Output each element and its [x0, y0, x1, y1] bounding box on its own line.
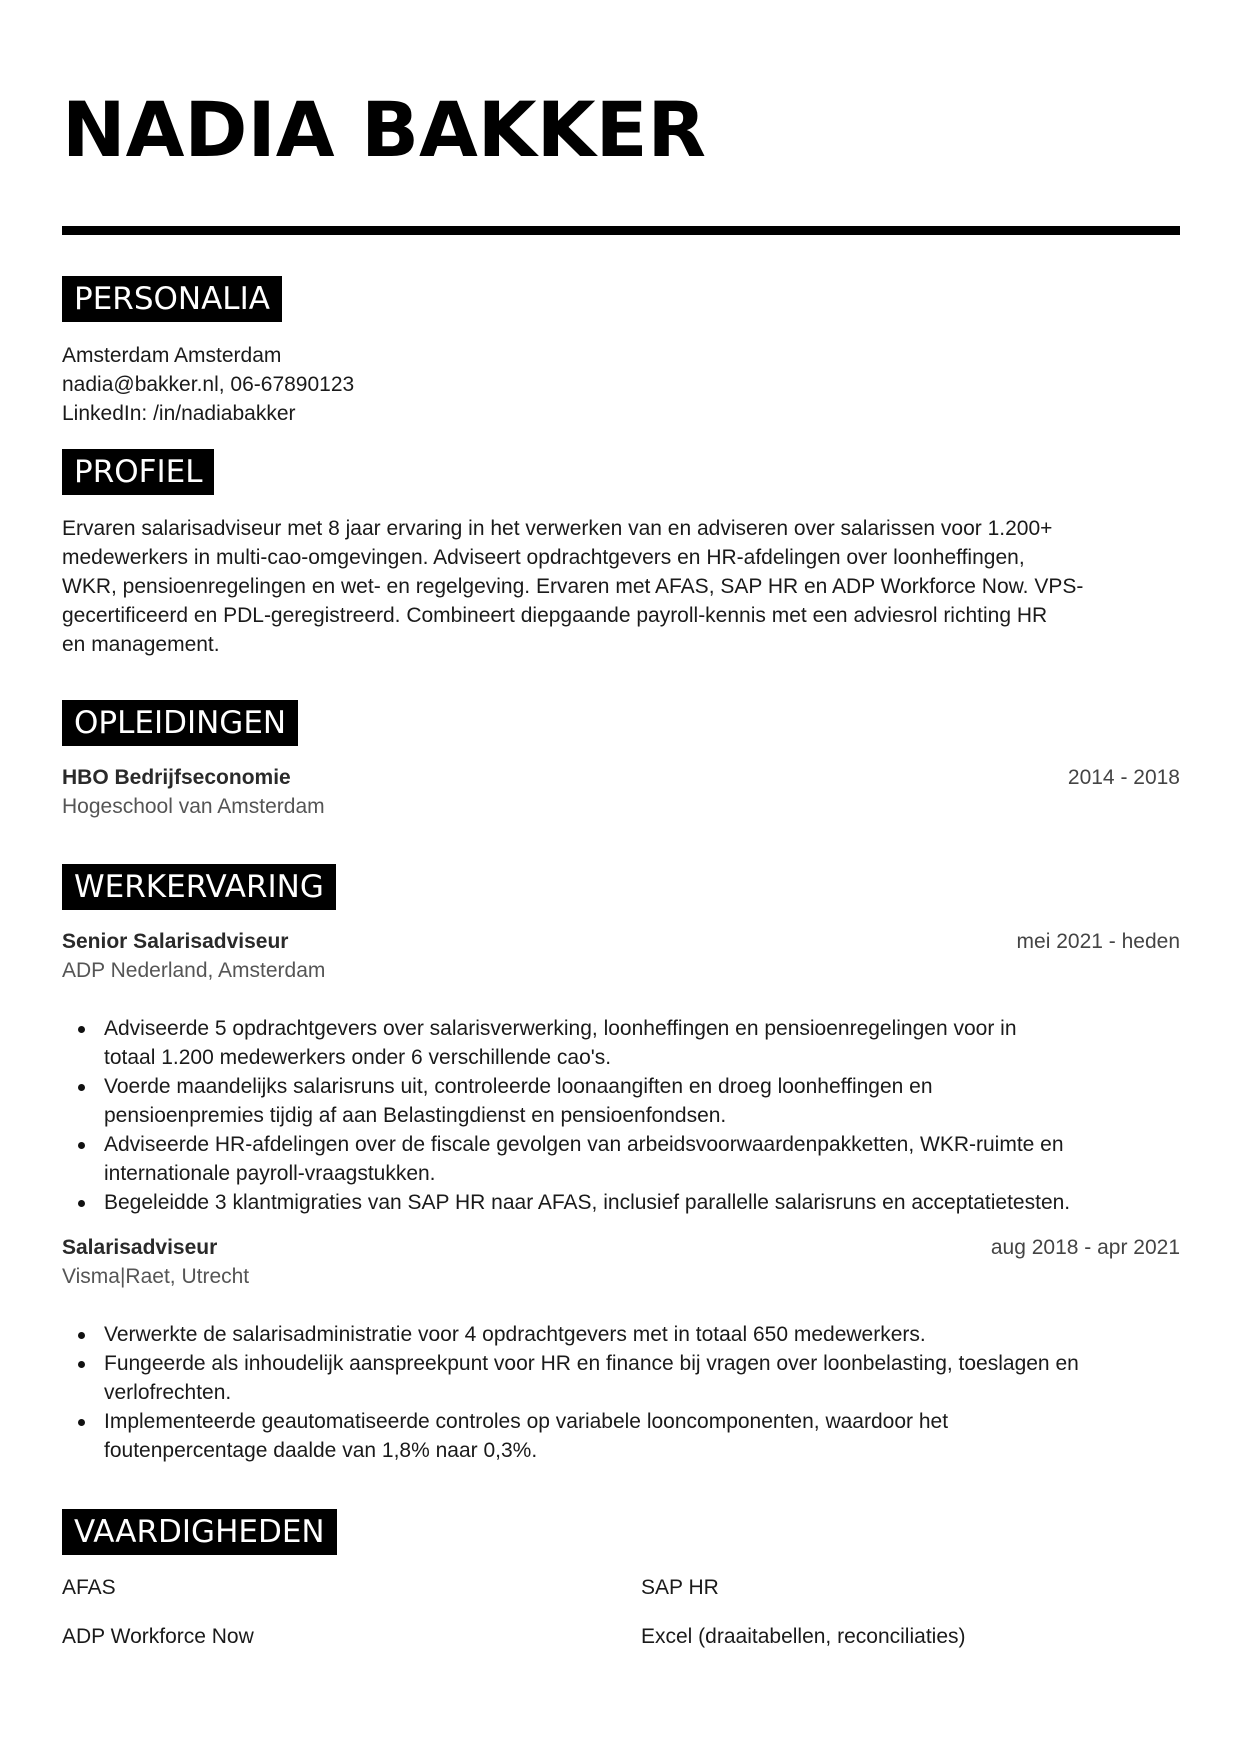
job-company: ADP Nederland, Amsterdam	[62, 959, 326, 982]
candidate-name: NADIA BAKKER	[62, 85, 707, 174]
profile-line: en management.	[62, 633, 220, 656]
job-dates: aug 2018 - apr 2021	[990, 1236, 1180, 1259]
section-heading-opleidingen: OPLEIDINGEN	[62, 700, 298, 746]
skill-item: SAP HR	[641, 1576, 719, 1599]
bullet-dot	[78, 1026, 85, 1033]
contact-text: nadia@bakker.nl, 06-67890123	[62, 373, 355, 396]
bullet-line: Fungeerde als inhoudelijk aanspreekpunt voor HR en finance bij vragen over loonbelasting, toeslagen en	[104, 1352, 1079, 1375]
profile-line: Ervaren salarisadviseur met 8 jaar ervaring in het verwerken van en adviseren over salarissen voor 1.200+	[62, 517, 1053, 540]
profile-summary	[62, 514, 1192, 659]
profile-line: WKR, pensioenregelingen en wet- en regelgeving. Ervaren met AFAS, SAP HR en ADP Workforce Now. VPS-	[62, 575, 1084, 598]
skill-item: ADP Workforce Now	[62, 1625, 254, 1648]
profile-line: medewerkers in multi-cao-omgevingen. Adviseert opdrachtgevers en HR-afdelingen over loonheffingen,	[62, 546, 1025, 569]
list-item	[62, 1320, 1192, 1349]
education-title: HBO Bedrijfseconomie	[62, 766, 291, 789]
location-text: Amsterdam Amsterdam	[62, 344, 282, 367]
education-institution: Hogeschool van Amsterdam	[62, 795, 325, 818]
skill-item: Excel (draaitabellen, reconciliaties)	[641, 1625, 966, 1648]
bullet-line: Verwerkte de salarisadministratie voor 4 opdrachtgevers met in totaal 650 medewerkers.	[104, 1323, 926, 1346]
section-heading-werkervaring: WERKERVARING	[62, 864, 336, 910]
job-title: Salarisadviseur	[62, 1236, 218, 1259]
bullet-dot	[78, 1084, 85, 1091]
list-item	[62, 1188, 1192, 1217]
bullet-dot	[78, 1361, 85, 1368]
bullet-dot	[78, 1332, 85, 1339]
profile-line: gecertificeerd en PDL-geregistreerd. Combineert diepgaande payroll-kennis met een adviesrol richting HR	[62, 604, 1048, 627]
list-item	[62, 1014, 1192, 1072]
bullet-line: Implementeerde geautomatiseerde controles op variabele looncomponenten, waardoor het	[104, 1410, 949, 1433]
job-bullets	[62, 1014, 1192, 1217]
job-dates: mei 2021 - heden	[1016, 930, 1180, 953]
bullet-line: Adviseerde 5 opdrachtgevers over salarisverwerking, loonheffingen en pensioenregelingen voor in	[104, 1017, 1017, 1040]
job-title: Senior Salarisadviseur	[62, 930, 289, 953]
bullet-line: pensioenpremies tijdig af aan Belastingdienst en pensioenfondsen.	[104, 1104, 727, 1127]
bullet-line: Adviseerde HR-afdelingen over de fiscale gevolgen van arbeidsvoorwaardenpakketten, WKR-ruimte en	[104, 1133, 1064, 1156]
section-heading-profiel: PROFIEL	[62, 449, 214, 495]
bullet-line: Begeleidde 3 klantmigraties van SAP HR naar AFAS, inclusief parallelle salarisruns en acceptatietesten.	[104, 1191, 1071, 1214]
section-heading-vaardigheden: VAARDIGHEDEN	[62, 1509, 337, 1555]
list-item	[62, 1130, 1192, 1188]
job-company: Visma|Raet, Utrecht	[62, 1265, 250, 1288]
header-divider	[62, 226, 1180, 235]
bullet-line: Voerde maandelijks salarisruns uit, controleerde loonaangiften en droeg loonheffingen en	[104, 1075, 933, 1098]
education-dates: 2014 - 2018	[1067, 766, 1180, 789]
list-item	[62, 1349, 1192, 1407]
bullet-dot	[78, 1142, 85, 1149]
bullet-dot	[78, 1200, 85, 1207]
list-item	[62, 1072, 1192, 1130]
skill-item: AFAS	[62, 1576, 116, 1599]
bullet-dot	[78, 1419, 85, 1426]
section-heading-personalia: PERSONALIA	[62, 276, 282, 322]
bullet-line: foutenpercentage daalde van 1,8% naar 0,3%.	[104, 1439, 538, 1462]
linkedin-text: LinkedIn: /in/nadiabakker	[62, 402, 296, 425]
bullet-line: verlofrechten.	[104, 1381, 232, 1404]
bullet-line: totaal 1.200 medewerkers onder 6 verschillende cao's.	[104, 1046, 612, 1069]
bullet-line: internationale payroll-vraagstukken.	[104, 1162, 436, 1185]
job-bullets	[62, 1320, 1192, 1465]
list-item	[62, 1407, 1192, 1465]
